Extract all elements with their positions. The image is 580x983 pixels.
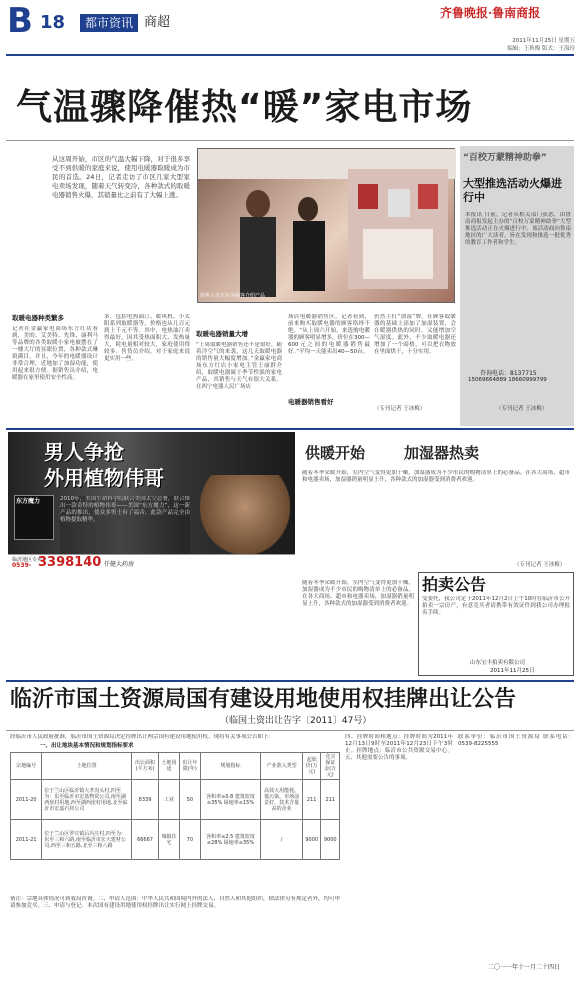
subhead-outlook: 电暖器销售看好 xyxy=(288,398,334,406)
notice-title: 临沂市国土资源局国有建设用地使用权挂牌出让公告 xyxy=(10,687,517,712)
table-header-row xyxy=(11,753,340,780)
section-badge: 都市资讯 xyxy=(80,14,138,32)
heat-title1: 供暖开始 xyxy=(305,444,366,462)
plant-ad-area-code: 0539- xyxy=(12,562,32,569)
story-reporter: （专刊记者 王冰梅） xyxy=(374,406,426,412)
story-body-col4: 场店电暖器销售区，记者看到，前来购买取暖电器的顾客络绎不绝。“从上周六开始，来选购电暖器的顾客明显增多，价位在300—600元之间的电暖器销售最好。”平均一天能卖出40—50台。 xyxy=(288,314,370,355)
plant-ad-shop: 仟健大药房 xyxy=(104,561,135,568)
plant-ad-phone-label: 临沂地区专卖 xyxy=(12,557,43,563)
table-cell: 9000 xyxy=(302,820,320,860)
story-headline: 气温骤降催热“暖”家电市场 xyxy=(16,87,473,128)
plant-ad-body: 2010年，美国生命科学院联合美国太空总署，联合推出一款奇特的植物伟哥——美国“东方魔力”，这一新产品的推出，使众多男士有了福音。此款产品完全由植物提取精华。 xyxy=(60,496,190,558)
divider xyxy=(6,140,574,141)
product-brand: 东方魔力 xyxy=(16,498,41,505)
table-cell: 2011-20 xyxy=(11,780,42,820)
subhead-sales: 取暖电器销量大增 xyxy=(196,330,248,338)
table-cell: 66667 xyxy=(131,820,158,860)
header-rule xyxy=(6,54,574,56)
photo-caption: 销售人员正在为顾客介绍产品 xyxy=(200,293,266,299)
notice-subtitle: （临国土资出让告字〔2011〕47号） xyxy=(220,716,372,726)
heat-body-col2: 随着冬季采暖开始，室内空气变得更加干燥，加湿器成为不少市民的购物清单上的必备品。在各大商场、超市和电器卖场，加湿器销量明显上升，各种款式的加湿器受到消费者欢迎。 xyxy=(302,580,414,607)
column-header: 起始价(万元) xyxy=(302,753,320,780)
model-photo xyxy=(200,475,290,555)
notice-footer-date: 二〇一一年十一月二十四日 xyxy=(488,964,561,971)
plant-ad-phone: 3398140 xyxy=(38,555,102,570)
column-header: 土地用途 xyxy=(159,753,180,780)
notice-table-title: 一、出让地块基本情况和规划指标要求 xyxy=(40,743,134,749)
table-cell: 城镇住宅 xyxy=(159,820,180,860)
heat-reporter: （专刊记者 王冰梅） xyxy=(514,562,566,568)
publish-date: 2011年11月25日 星期五 xyxy=(512,38,575,44)
land-table-wrap xyxy=(10,752,340,860)
notice-intro: 经临沂市人民政府批准，临沂市国土资源局决定挂牌出让两宗国有建设用地使用权。现将有关事项公告如下： xyxy=(10,734,275,740)
column-header: 出让面积(平方米) xyxy=(131,753,158,780)
notice-body-right: 四、挂牌时间和地点：挂牌时间为2011年12月13日9时至2011年12月23日下午3时止。挂牌地点：临沂市公共资源交易中心。五、其他需要公告的事项。 xyxy=(345,734,453,761)
sidebar-phone2: 15069664889 18660999799 xyxy=(468,377,547,383)
table-cell: 位于兰山区罗庄镇后冯庄村,四至为：东至三和六路,南至临沂市宏大建材公司,西至三和五路,北至三和八路 xyxy=(42,820,132,860)
plant-ad-title1: 男人争抢 xyxy=(44,440,124,464)
subhead-variety: 取暖电器种类繁多 xyxy=(12,314,64,322)
table-cell: 50 xyxy=(179,780,200,820)
auction-date: 2011年11月25日 xyxy=(490,668,535,674)
table-cell: 位于兰山区临沂镇大孝沟头村,四至为：东至临沂市宏基物资公司,南至湖西崖村用地,西至湖西崖村用地,北至临沂市宏嘉石材公司 xyxy=(42,780,132,820)
divider xyxy=(6,730,574,731)
table-cell: 工业 xyxy=(159,780,180,820)
table-cell: 容积率≤2.5 建筑密度≤28% 绿地率≥35% xyxy=(200,820,260,860)
notice-body-left: 备注：宗地具体情况可到我局咨询。二、申请人范围：中华人民共和国境内外的法人、自然人和其他组织，除法律另有规定者外，均可申请参加竞买。三、申请与登记：本次国有建设用地使用权挂牌出让实行网上挂牌交易。 xyxy=(10,896,340,909)
story-body-col2: 多，包括电热油汀、暖风机、小太阳系列取暖器等，价格也从几百元到上千元不等。其中，电热油汀卖得最好，因其受热面积大、发热量大，耗电量相对较大，家庭使用得较多。售货员介绍，对于家庭来说更实用一些。 xyxy=(104,314,190,362)
page-letter: B xyxy=(7,1,33,41)
column-header: 宗地编号 xyxy=(11,753,42,780)
auction-company: 山东宝丰拍卖有限公司 xyxy=(470,660,526,666)
section-rule xyxy=(6,428,574,430)
editors-line: 编辑：王秋梅 版式：王海玲 xyxy=(507,46,575,52)
table-cell: 70 xyxy=(179,820,200,860)
table-cell: 8339 xyxy=(131,780,158,820)
auction-title: 拍卖公告 xyxy=(422,575,487,594)
newspaper-logo: 齐鲁晚报·鲁南商报 xyxy=(440,6,541,20)
table-cell: 容积率≥0.8 建筑密度≥35% 绿地率≤15% xyxy=(200,780,260,820)
table-row xyxy=(11,780,340,820)
page-number: 18 xyxy=(40,12,66,33)
story-body-col5: 仍然主打“加湿”牌。在顾客取暖器的基础上添加了加湿装置，会在暖器供热的同时，又能增加空气湿度。此外，不少取暖电器还增加了一个暗格，可以把衣物放在里面烘干，十分实用。 xyxy=(374,314,456,355)
heat-title2: 加湿器热卖 xyxy=(404,444,480,462)
story-body-col1: 记者在金赢家电商场东方红店看到，美的、艾美特、先锋、康利马等品牌的各类取暖小家电被摆在了一楼大厅的显眼位置，各种款式琳琅满目，并且，今年的电暖器设计非常合理，近地加了加湿功能，使用起来很方便。据销售员介绍，电暖器在家里使用安全性高。 xyxy=(12,326,98,381)
plant-ad-title2: 外用植物伟哥 xyxy=(44,466,164,490)
notice-contact: 联系单位：临沂市国土资源局 联系电话：0539-8225555 xyxy=(458,734,574,747)
story-body-col3: “上周取暖电器销售还不是很好，随着冷空气的来袭，这几天取暖电器的销售量大幅度增加。”金赢家电商场东方红店小家电主管王丽群介绍，取暖电器属于季节性强的家电产品，其销售与天气有很大关系。在西宁电器人民广场店 xyxy=(196,342,282,390)
sidebar-body: 本报讯 日前，记者从相关部门获悉，由鲁南商报发起主办的“百校万蒙精神助拳”大型推选活动正在火爆进行中。该活动面向鲁南地区的广大读者，旨在发现和推选一批优秀的教育工作者和学生。 xyxy=(465,212,571,246)
sidebar-phone: 咨询电话：8137715 xyxy=(480,370,537,377)
table-row xyxy=(11,820,340,860)
table-cell: 211 xyxy=(321,780,340,820)
table-cell: 211 xyxy=(302,780,320,820)
sidebar-kicker: “百校万蒙精神助拳” xyxy=(463,153,547,163)
column-header: 土地位置 xyxy=(42,753,132,780)
column-header: 产业准入类型 xyxy=(261,753,303,780)
auction-body: 受委托，我公司定于2011年12月2日上午10时在临沂市公开拍卖一宗房产，有意竞买者请携带有效证件到我公司办理报名手续。 xyxy=(422,596,570,616)
table-cell: 9000 xyxy=(321,820,340,860)
column-header: 出让年限(年) xyxy=(179,753,200,780)
story-lead: 从这周开始，市区的气温大幅下降，对于很多享受不到供暖的家庭来说，使用电暖器取暖成为市民的首选。24日，记者走访了市区几家大型家电卖场发现，随着天气转变冷，各种款式的取暖电器销售火爆，其销量比之前有了大幅上涨。 xyxy=(52,155,190,199)
table-cell: 2011-21 xyxy=(11,820,42,860)
heat-body: 随着冬季采暖开始，室内空气变得更加干燥，加湿器成为不少市民的购物清单上的必备品。在各大商场、超市和电器卖场，加湿器销量明显上升，各种款式的加湿器受到消费者欢迎。 xyxy=(302,470,570,483)
table-cell: 高效大用能耗、低污染，市场前景好、技术含量高的企业 xyxy=(261,780,303,820)
sidebar-reporter: （专刊记者 王冰梅） xyxy=(496,406,548,412)
column-header: 竞买保证金(万元) xyxy=(321,753,340,780)
land-table xyxy=(10,752,340,860)
table-cell: / xyxy=(261,820,303,860)
section-name: 商超 xyxy=(144,15,171,30)
notice-rule xyxy=(6,680,574,682)
column-header: 规划指标 xyxy=(200,753,260,780)
sidebar-headline: 大型推选活动火爆进行中 xyxy=(463,177,562,204)
story-photo xyxy=(197,148,455,303)
